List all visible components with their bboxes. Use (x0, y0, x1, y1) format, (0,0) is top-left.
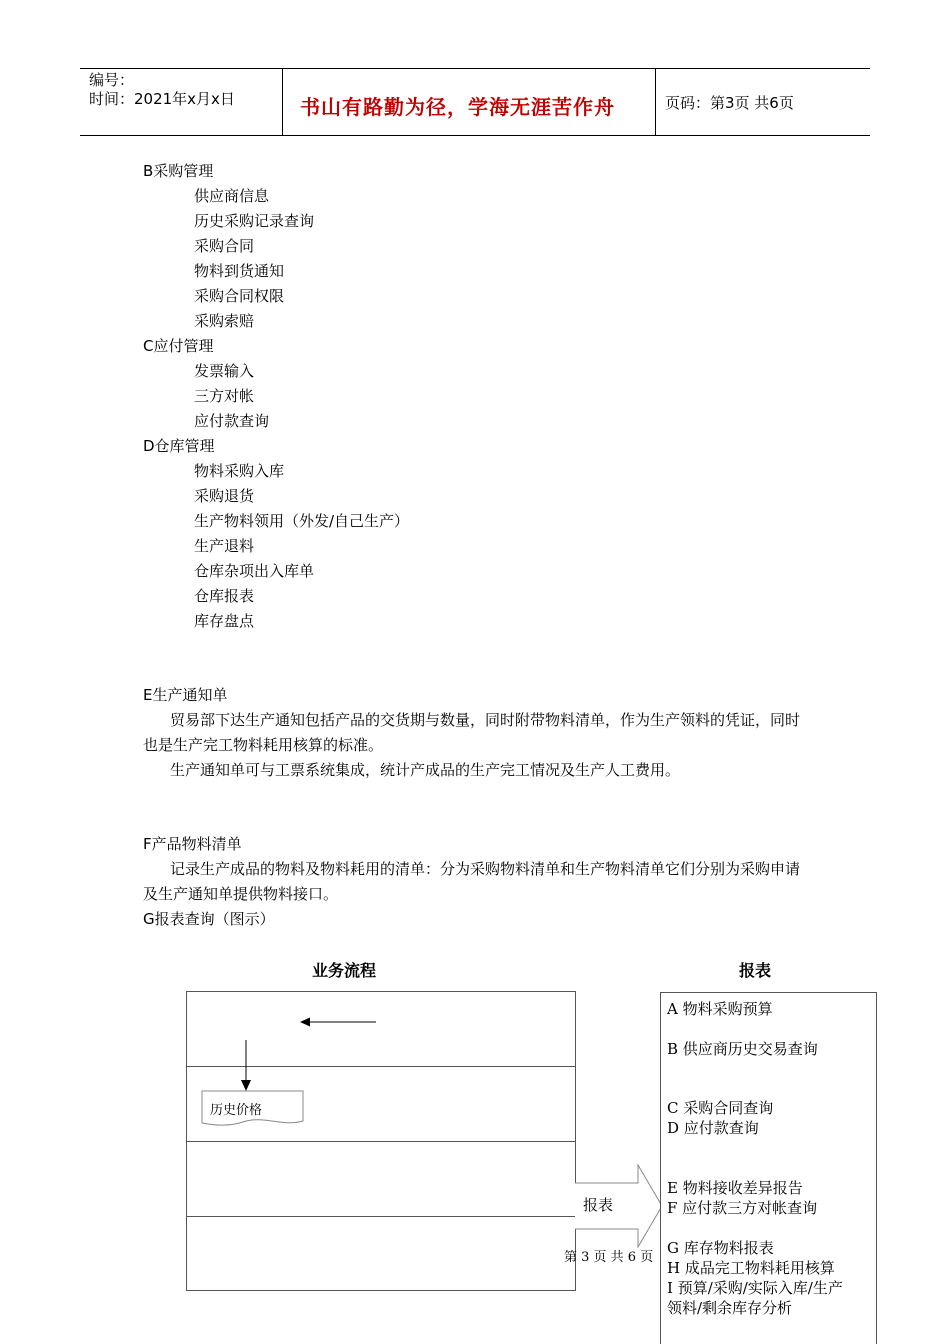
report-item: G 库存物料报表 (667, 1239, 774, 1257)
section-f-paragraph-1: 记录生产成品的物料及物料耗用的清单：分为采购物料清单和生产物料清单它们分别为采购申请及生产通知单提供物料接口。 (143, 860, 801, 903)
report-item: I 预算/采购/实际入库/生产 (667, 1279, 843, 1297)
header-bottom-rule (80, 135, 870, 136)
header-number: 编号： (89, 71, 135, 89)
header-divider-left (282, 68, 283, 135)
report-item: D 应付款查询 (667, 1119, 759, 1137)
list-item: 采购合同 (194, 237, 255, 255)
flow-lane (186, 1216, 576, 1291)
flow-title: 业务流程 (312, 961, 377, 980)
history-price-label: 历史价格 (210, 1103, 263, 1118)
list-item: 生产物料领用（外发/自己生产） (194, 512, 410, 530)
section-f-title: F产品物料清单 (143, 835, 242, 853)
report-item: 领料/剩余库存分析 (667, 1299, 793, 1317)
report-item: C 采购合同查询 (667, 1099, 774, 1117)
section-e-paragraph-1: 贸易部下达生产通知包括产品的交货期与数量，同时附带物料清单，作为生产领料的凭证，同时也是生产完工物料耗用核算的标准。 (143, 711, 801, 754)
section-e-title: E生产通知单 (143, 686, 228, 704)
section-b-title: B采购管理 (143, 162, 214, 180)
list-item: 发票输入 (194, 362, 255, 380)
arrow-label: 报表 (583, 1196, 614, 1214)
report-item: B 供应商历史交易查询 (667, 1040, 818, 1058)
header-motto: 书山有路勤为径，学海无涯苦作舟 (300, 95, 615, 119)
header-divider-right (655, 68, 656, 135)
section-c-title: C应付管理 (143, 337, 214, 355)
list-item: 仓库报表 (194, 587, 255, 605)
list-item: 生产退料 (194, 537, 255, 555)
down-arrow-icon (238, 1040, 254, 1092)
report-item: F 应付款三方对帐查询 (667, 1199, 818, 1217)
report-item: H 成品完工物料耗用核算 (667, 1259, 835, 1277)
list-item: 历史采购记录查询 (194, 212, 315, 230)
left-arrow-icon (300, 1014, 380, 1030)
section-g-title: G报表查询（图示） (143, 910, 275, 928)
list-item: 采购退货 (194, 487, 255, 505)
page-footer (564, 1246, 660, 1268)
list-item: 三方对帐 (194, 387, 255, 405)
list-item: 库存盘点 (194, 612, 255, 630)
report-item: A 物料采购预算 (667, 1000, 773, 1018)
header-top-rule (80, 68, 870, 69)
list-item: 采购合同权限 (194, 287, 285, 305)
header-time: 时间：2021年x月x日 (89, 90, 235, 108)
section-e-paragraph-2: 生产通知单可与工票系统集成，统计产成品的生产完工情况及生产人工费用。 (170, 761, 681, 779)
page-footer-text: 第 3 页 共 6 页 (564, 1250, 654, 1265)
list-item: 仓库杂项出入库单 (194, 562, 315, 580)
section-d-title: D仓库管理 (143, 437, 215, 455)
list-item: 物料采购入库 (194, 462, 285, 480)
list-item: 应付款查询 (194, 412, 270, 430)
list-item: 供应商信息 (194, 187, 270, 205)
list-item: 采购索赔 (194, 312, 255, 330)
flow-lane (186, 1141, 576, 1217)
report-title: 报表 (739, 961, 772, 980)
list-item: 物料到货通知 (194, 262, 285, 280)
report-item: E 物料接收差异报告 (667, 1179, 803, 1197)
header-page: 页码：第3页 共6页 (665, 94, 794, 112)
